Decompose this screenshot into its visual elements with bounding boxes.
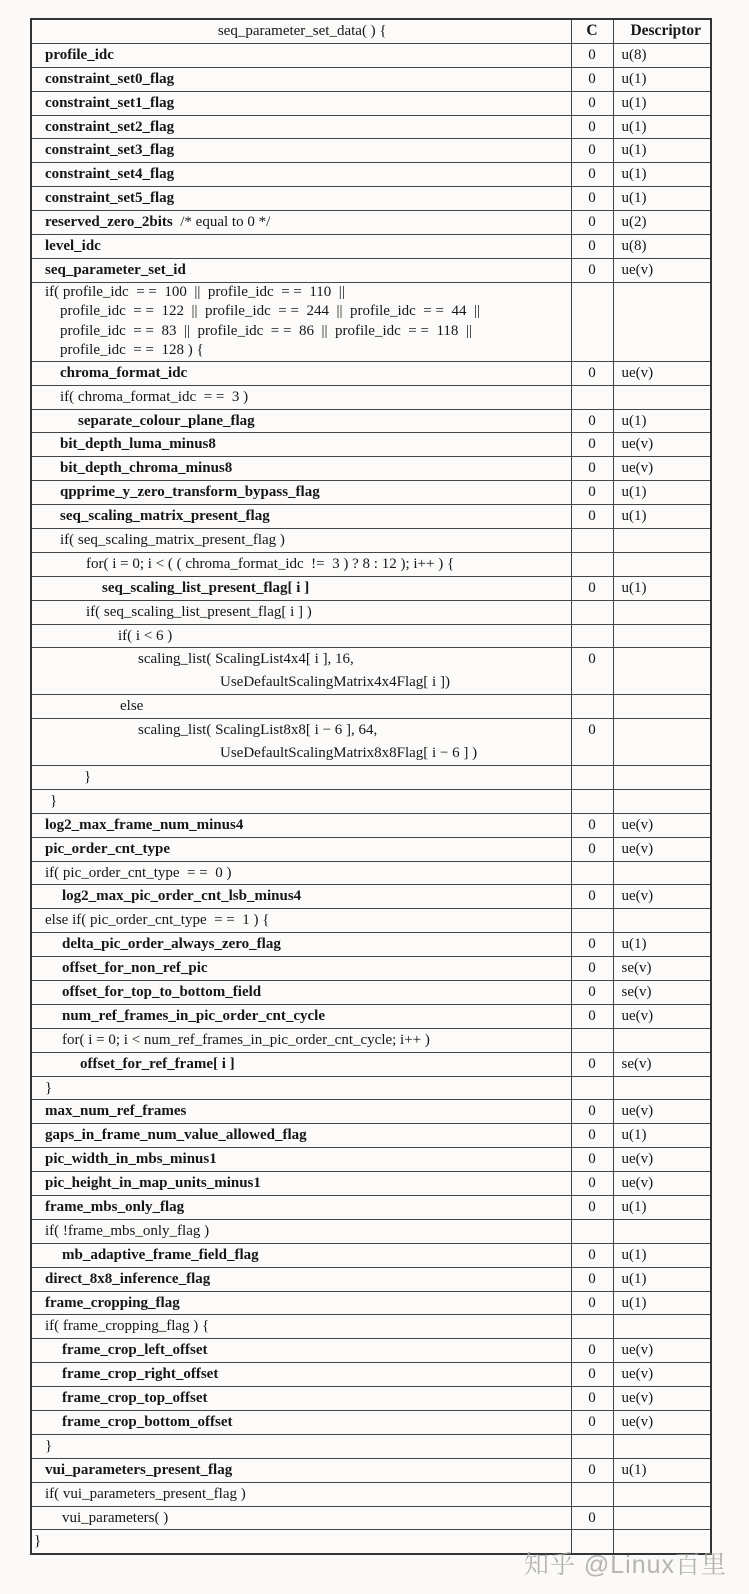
syntax-cell: else xyxy=(31,695,571,719)
category-cell: 0 xyxy=(571,409,613,433)
category-cell: 0 xyxy=(571,211,613,235)
descriptor-cell: u(1) xyxy=(613,139,711,163)
table-row xyxy=(31,885,711,909)
category-cell: 0 xyxy=(571,933,613,957)
table-row xyxy=(31,1052,711,1076)
category-cell: 0 xyxy=(571,1410,613,1434)
descriptor-cell: ue(v) xyxy=(613,1100,711,1124)
table-row xyxy=(31,1339,711,1363)
descriptor-cell: ue(v) xyxy=(613,1387,711,1411)
descriptor-cell: u(8) xyxy=(613,235,711,259)
syntax-cell: scaling_list( ScalingList8x8[ i − 6 ], 64, UseDefaultScalingMatrix8x8Flag[ i − 6 ] ) xyxy=(31,719,571,766)
category-cell: 0 xyxy=(571,187,613,211)
table-row xyxy=(31,576,711,600)
category-cell: 0 xyxy=(571,1267,613,1291)
table-row xyxy=(31,552,711,576)
syntax-cell: if( frame_cropping_flag ) { xyxy=(31,1315,571,1339)
table-row xyxy=(31,789,711,813)
category-cell xyxy=(571,624,613,648)
category-cell: 0 xyxy=(571,457,613,481)
syntax-cell: max_num_ref_frames xyxy=(31,1100,571,1124)
syntax-cell: if( profile_idc = = 100 || profile_idc = = 110 || profile_idc = = 122 || profile_idc = = 244 || profile_idc = = 44 || profile_idc = = 83 || profile_idc = = 86 || profile_idc = = 118 || profile_idc = = 128 ) { xyxy=(31,282,571,361)
syntax-cell: if( vui_parameters_present_flag ) xyxy=(31,1482,571,1506)
syntax-cell: reserved_zero_2bits /* equal to 0 */ xyxy=(31,211,571,235)
category-cell: 0 xyxy=(571,115,613,139)
table-title: seq_parameter_set_data( ) { xyxy=(217,23,387,39)
descriptor-cell: ue(v) xyxy=(613,1339,711,1363)
category-cell: 0 xyxy=(571,719,613,766)
table-row xyxy=(31,957,711,981)
table-row xyxy=(31,1076,711,1100)
table-row xyxy=(31,361,711,385)
table-row xyxy=(31,1195,711,1219)
descriptor-cell xyxy=(613,789,711,813)
table-row xyxy=(31,1004,711,1028)
descriptor-cell xyxy=(613,1076,711,1100)
syntax-cell: constraint_set2_flag xyxy=(31,115,571,139)
table-row xyxy=(31,433,711,457)
table-row xyxy=(31,624,711,648)
descriptor-cell: u(1) xyxy=(613,481,711,505)
syntax-cell: if( chroma_format_idc = = 3 ) xyxy=(31,385,571,409)
syntax-cell: seq_parameter_set_id xyxy=(31,258,571,282)
category-cell: 0 xyxy=(571,1004,613,1028)
category-cell: 0 xyxy=(571,163,613,187)
syntax-cell: profile_idc xyxy=(31,43,571,67)
watermark: 知乎 @Linux百里 xyxy=(523,1551,727,1579)
descriptor-cell xyxy=(613,1219,711,1243)
table-row xyxy=(31,139,711,163)
table-row xyxy=(31,163,711,187)
syntax-cell: num_ref_frames_in_pic_order_cnt_cycle xyxy=(31,1004,571,1028)
category-cell: 0 xyxy=(571,1339,613,1363)
descriptor-cell xyxy=(613,282,711,361)
category-cell xyxy=(571,789,613,813)
syntax-cell: offset_for_top_to_bottom_field xyxy=(31,980,571,1004)
syntax-cell: frame_mbs_only_flag xyxy=(31,1195,571,1219)
syntax-cell: chroma_format_idc xyxy=(31,361,571,385)
syntax-cell: offset_for_ref_frame[ i ] xyxy=(31,1052,571,1076)
table-row xyxy=(31,505,711,529)
table-row xyxy=(31,1458,711,1482)
table-row xyxy=(31,837,711,861)
table-row xyxy=(31,861,711,885)
syntax-cell: vui_parameters_present_flag xyxy=(31,1458,571,1482)
header-descriptor-cell xyxy=(613,19,711,43)
descriptor-cell: u(1) xyxy=(613,1124,711,1148)
category-cell: 0 xyxy=(571,1148,613,1172)
syntax-cell: frame_crop_left_offset xyxy=(31,1339,571,1363)
descriptor-cell: u(1) xyxy=(613,1243,711,1267)
category-cell: 0 xyxy=(571,433,613,457)
header-descriptor-label: Descriptor xyxy=(630,22,702,39)
descriptor-cell: ue(v) xyxy=(613,1004,711,1028)
category-cell: 0 xyxy=(571,1243,613,1267)
table-row xyxy=(31,187,711,211)
syntax-cell: } xyxy=(31,765,571,789)
syntax-cell: frame_crop_right_offset xyxy=(31,1363,571,1387)
descriptor-cell xyxy=(613,385,711,409)
descriptor-cell xyxy=(613,909,711,933)
descriptor-cell: u(1) xyxy=(613,91,711,115)
table-row xyxy=(31,115,711,139)
table-row xyxy=(31,1291,711,1315)
table-row xyxy=(31,1315,711,1339)
category-cell xyxy=(571,1076,613,1100)
syntax-cell: mb_adaptive_frame_field_flag xyxy=(31,1243,571,1267)
syntax-cell: log2_max_frame_num_minus4 xyxy=(31,813,571,837)
table-row xyxy=(31,1506,711,1530)
category-cell: 0 xyxy=(571,43,613,67)
syntax-cell: constraint_set0_flag xyxy=(31,67,571,91)
table-row xyxy=(31,600,711,624)
category-cell xyxy=(571,600,613,624)
table-row xyxy=(31,235,711,259)
syntax-cell: qpprime_y_zero_transform_bypass_flag xyxy=(31,481,571,505)
category-cell xyxy=(571,1434,613,1458)
table-row xyxy=(31,1434,711,1458)
syntax-cell: } xyxy=(31,1434,571,1458)
table-row xyxy=(31,211,711,235)
syntax-cell: } xyxy=(31,1076,571,1100)
descriptor-cell: se(v) xyxy=(613,1052,711,1076)
table-row xyxy=(31,648,711,695)
category-cell xyxy=(571,385,613,409)
category-cell: 0 xyxy=(571,576,613,600)
descriptor-cell: u(2) xyxy=(613,211,711,235)
table-row xyxy=(31,695,711,719)
descriptor-cell: ue(v) xyxy=(613,1410,711,1434)
table-row xyxy=(31,457,711,481)
category-cell: 0 xyxy=(571,1195,613,1219)
table-row xyxy=(31,1124,711,1148)
category-cell: 0 xyxy=(571,980,613,1004)
table-row xyxy=(31,1100,711,1124)
syntax-cell: pic_width_in_mbs_minus1 xyxy=(31,1148,571,1172)
table-row xyxy=(31,1267,711,1291)
descriptor-cell xyxy=(613,648,711,695)
category-cell xyxy=(571,909,613,933)
category-cell xyxy=(571,861,613,885)
table-row xyxy=(31,67,711,91)
table-row xyxy=(31,481,711,505)
category-cell: 0 xyxy=(571,1458,613,1482)
syntax-cell: bit_depth_luma_minus8 xyxy=(31,433,571,457)
descriptor-cell xyxy=(613,861,711,885)
table-row xyxy=(31,813,711,837)
syntax-cell: direct_8x8_inference_flag xyxy=(31,1267,571,1291)
descriptor-cell: ue(v) xyxy=(613,433,711,457)
syntax-cell: delta_pic_order_always_zero_flag xyxy=(31,933,571,957)
syntax-cell: bit_depth_chroma_minus8 xyxy=(31,457,571,481)
header-c-cell xyxy=(571,19,613,43)
table-row xyxy=(31,529,711,553)
descriptor-cell: u(1) xyxy=(613,1458,711,1482)
category-cell: 0 xyxy=(571,1100,613,1124)
category-cell: 0 xyxy=(571,481,613,505)
table-row xyxy=(31,1410,711,1434)
table-row xyxy=(31,933,711,957)
category-cell: 0 xyxy=(571,67,613,91)
descriptor-cell xyxy=(613,1434,711,1458)
category-cell xyxy=(571,1482,613,1506)
category-cell: 0 xyxy=(571,258,613,282)
table-row xyxy=(31,1148,711,1172)
category-cell xyxy=(571,765,613,789)
syntax-cell: else if( pic_order_cnt_type = = 1 ) { xyxy=(31,909,571,933)
descriptor-cell: u(1) xyxy=(613,933,711,957)
descriptor-cell: u(1) xyxy=(613,163,711,187)
syntax-cell: constraint_set5_flag xyxy=(31,187,571,211)
table-row xyxy=(31,1028,711,1052)
category-cell xyxy=(571,529,613,553)
table-row xyxy=(31,409,711,433)
category-cell: 0 xyxy=(571,235,613,259)
descriptor-cell: ue(v) xyxy=(613,258,711,282)
table-row xyxy=(31,385,711,409)
descriptor-cell xyxy=(613,600,711,624)
header-c-label: C xyxy=(586,22,598,39)
descriptor-cell xyxy=(613,529,711,553)
category-cell xyxy=(571,695,613,719)
syntax-cell: if( seq_scaling_list_present_flag[ i ] ) xyxy=(31,600,571,624)
syntax-cell: seq_scaling_list_present_flag[ i ] xyxy=(31,576,571,600)
descriptor-cell: ue(v) xyxy=(613,1363,711,1387)
table-row xyxy=(31,91,711,115)
category-cell: 0 xyxy=(571,361,613,385)
category-cell xyxy=(571,552,613,576)
syntax-cell: frame_crop_top_offset xyxy=(31,1387,571,1411)
table-row xyxy=(31,980,711,1004)
descriptor-cell: ue(v) xyxy=(613,813,711,837)
syntax-cell: pic_height_in_map_units_minus1 xyxy=(31,1172,571,1196)
descriptor-cell xyxy=(613,1028,711,1052)
syntax-cell: seq_scaling_matrix_present_flag xyxy=(31,505,571,529)
syntax-cell: pic_order_cnt_type xyxy=(31,837,571,861)
syntax-cell: constraint_set4_flag xyxy=(31,163,571,187)
category-cell: 0 xyxy=(571,505,613,529)
table-row xyxy=(31,1363,711,1387)
descriptor-cell xyxy=(613,552,711,576)
descriptor-cell: ue(v) xyxy=(613,837,711,861)
category-cell: 0 xyxy=(571,837,613,861)
table-row xyxy=(31,1387,711,1411)
descriptor-cell: u(1) xyxy=(613,1291,711,1315)
syntax-cell: constraint_set3_flag xyxy=(31,139,571,163)
table-row xyxy=(31,1172,711,1196)
table-row xyxy=(31,719,711,766)
syntax-cell: gaps_in_frame_num_value_allowed_flag xyxy=(31,1124,571,1148)
category-cell: 0 xyxy=(571,957,613,981)
syntax-cell: } xyxy=(31,789,571,813)
syntax-cell: for( i = 0; i < num_ref_frames_in_pic_order_cnt_cycle; i++ ) xyxy=(31,1028,571,1052)
descriptor-cell: u(8) xyxy=(613,43,711,67)
header-syntax-cell xyxy=(31,19,571,43)
category-cell: 0 xyxy=(571,91,613,115)
descriptor-cell xyxy=(613,1482,711,1506)
descriptor-cell xyxy=(613,765,711,789)
category-cell: 0 xyxy=(571,1052,613,1076)
table-row xyxy=(31,909,711,933)
table-row xyxy=(31,258,711,282)
syntax-cell: for( i = 0; i < ( ( chroma_format_idc != 3 ) ? 8 : 12 ); i++ ) { xyxy=(31,552,571,576)
syntax-cell: frame_crop_bottom_offset xyxy=(31,1410,571,1434)
descriptor-cell xyxy=(613,719,711,766)
descriptor-cell: u(1) xyxy=(613,115,711,139)
category-cell: 0 xyxy=(571,813,613,837)
category-cell: 0 xyxy=(571,1387,613,1411)
descriptor-cell: ue(v) xyxy=(613,1148,711,1172)
descriptor-cell: ue(v) xyxy=(613,361,711,385)
category-cell: 0 xyxy=(571,648,613,695)
category-cell xyxy=(571,1219,613,1243)
syntax-cell: if( !frame_mbs_only_flag ) xyxy=(31,1219,571,1243)
syntax-cell: level_idc xyxy=(31,235,571,259)
category-cell xyxy=(571,1315,613,1339)
descriptor-cell: ue(v) xyxy=(613,885,711,909)
syntax-cell: frame_cropping_flag xyxy=(31,1291,571,1315)
syntax-cell: offset_for_non_ref_pic xyxy=(31,957,571,981)
category-cell: 0 xyxy=(571,1291,613,1315)
sps-syntax-table xyxy=(30,18,712,1555)
category-cell: 0 xyxy=(571,1363,613,1387)
table-row xyxy=(31,765,711,789)
category-cell: 0 xyxy=(571,1506,613,1530)
descriptor-cell: u(1) xyxy=(613,505,711,529)
descriptor-cell: ue(v) xyxy=(613,1172,711,1196)
syntax-cell: constraint_set1_flag xyxy=(31,91,571,115)
descriptor-cell: u(1) xyxy=(613,67,711,91)
header-row xyxy=(31,19,711,43)
descriptor-cell xyxy=(613,624,711,648)
descriptor-cell: ue(v) xyxy=(613,457,711,481)
syntax-cell: if( i < 6 ) xyxy=(31,624,571,648)
table-row xyxy=(31,1482,711,1506)
syntax-cell: scaling_list( ScalingList4x4[ i ], 16, UseDefaultScalingMatrix4x4Flag[ i ]) xyxy=(31,648,571,695)
category-cell xyxy=(571,1028,613,1052)
table-body xyxy=(31,43,711,1554)
table-row xyxy=(31,1219,711,1243)
category-cell: 0 xyxy=(571,1124,613,1148)
syntax-cell: log2_max_pic_order_cnt_lsb_minus4 xyxy=(31,885,571,909)
descriptor-cell: u(1) xyxy=(613,576,711,600)
syntax-cell: separate_colour_plane_flag xyxy=(31,409,571,433)
descriptor-cell xyxy=(613,695,711,719)
table-row xyxy=(31,43,711,67)
descriptor-cell: u(1) xyxy=(613,1267,711,1291)
table-row xyxy=(31,1243,711,1267)
descriptor-cell xyxy=(613,1315,711,1339)
descriptor-cell: se(v) xyxy=(613,980,711,1004)
descriptor-cell xyxy=(613,1506,711,1530)
category-cell: 0 xyxy=(571,1172,613,1196)
syntax-cell: } xyxy=(31,1530,571,1554)
syntax-cell: if( pic_order_cnt_type = = 0 ) xyxy=(31,861,571,885)
category-cell xyxy=(571,282,613,361)
syntax-cell: if( seq_scaling_matrix_present_flag ) xyxy=(31,529,571,553)
category-cell: 0 xyxy=(571,885,613,909)
descriptor-cell: u(1) xyxy=(613,187,711,211)
descriptor-cell: u(1) xyxy=(613,409,711,433)
table-row xyxy=(31,282,711,361)
category-cell: 0 xyxy=(571,139,613,163)
syntax-cell: vui_parameters( ) xyxy=(31,1506,571,1530)
descriptor-cell: u(1) xyxy=(613,1195,711,1219)
descriptor-cell: se(v) xyxy=(613,957,711,981)
